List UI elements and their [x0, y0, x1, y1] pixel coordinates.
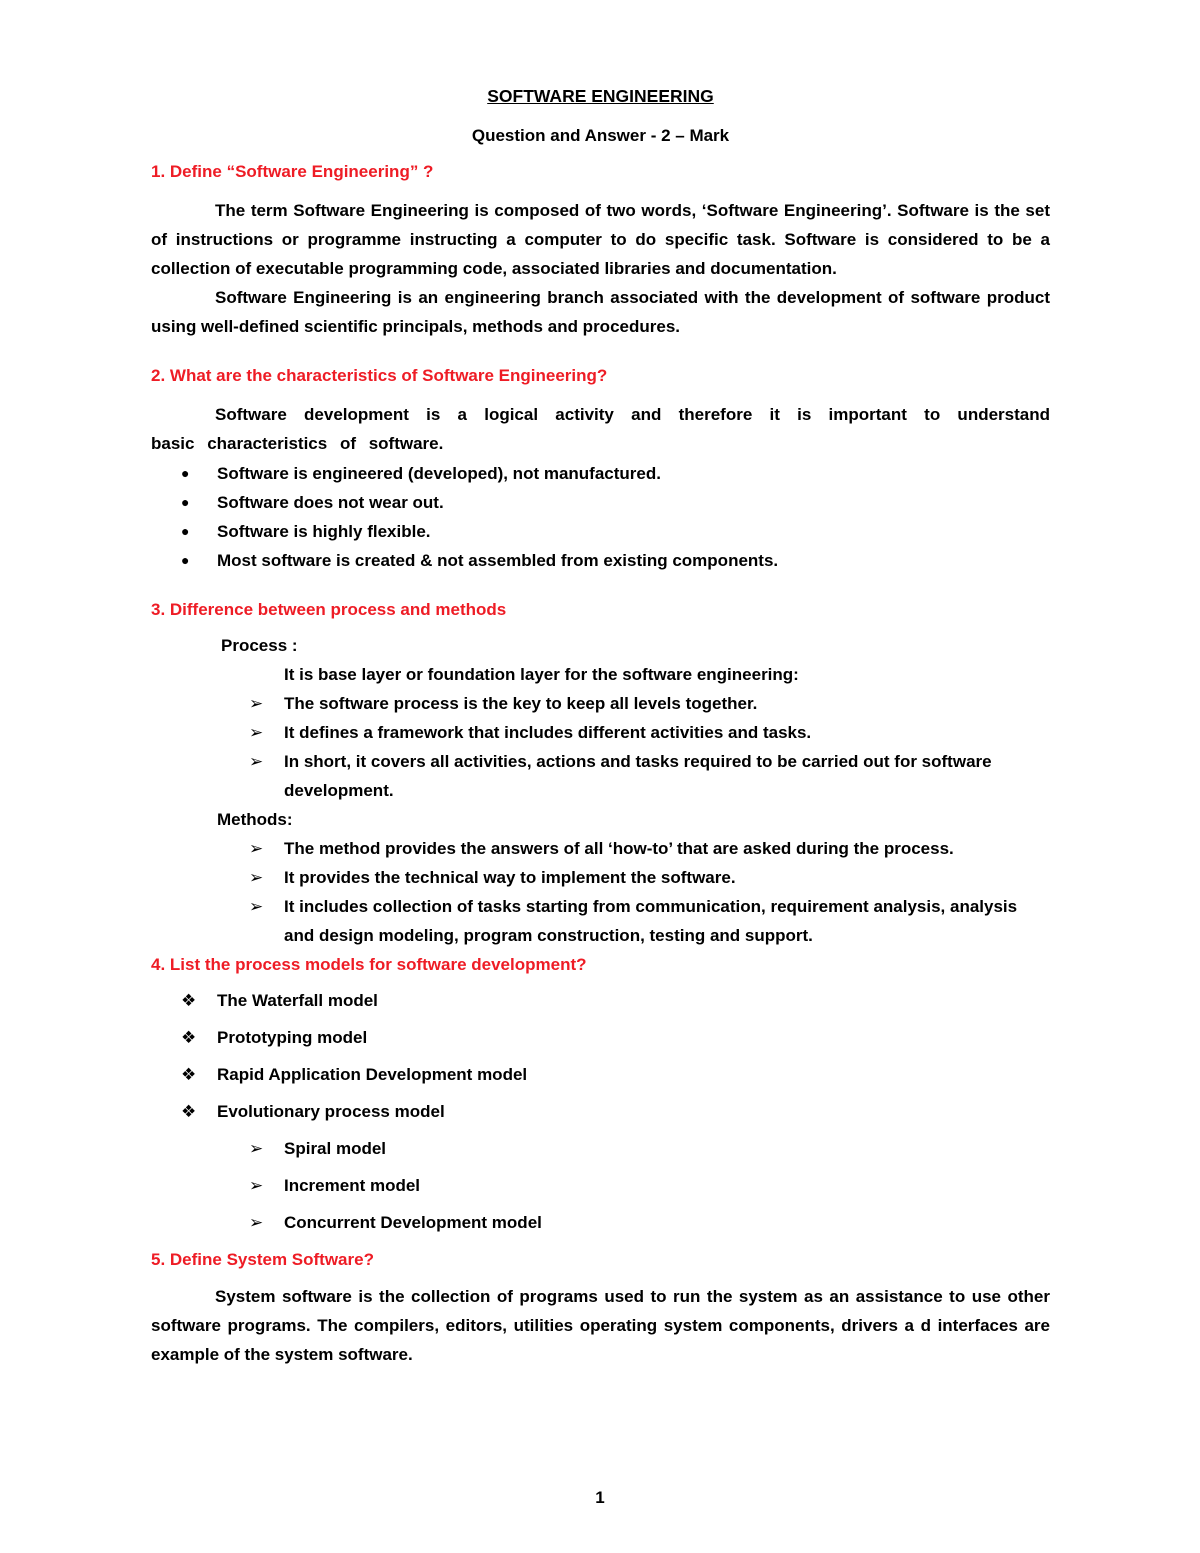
q3-heading: 3. Difference between process and methods	[151, 600, 507, 619]
arrow-icon: ➢	[249, 752, 264, 771]
arrow-icon: ➢	[249, 694, 264, 713]
diamond-icon: ❖	[181, 1065, 197, 1084]
list-item-text: Software does not wear out.	[217, 493, 444, 512]
list-item-text: In short, it covers all activities, actions and tasks required to be carried out for software development.	[284, 752, 992, 800]
q2-bullet-list	[151, 459, 1050, 575]
list-item	[151, 892, 1050, 950]
list-item	[151, 1023, 1050, 1052]
q5-paragraph: System software is the collection of programs used to run the system as an assistance to use other software programs. The compilers, editors, utilities operating system components, drivers a d interfaces are example of the system software.	[151, 1287, 1050, 1364]
arrow-icon: ➢	[249, 868, 264, 887]
bullet-icon: ●	[181, 465, 190, 481]
q1-paragraph-1: The term Software Engineering is composed of two words, ‘Software Engineering’. Software is the set of instructions or programme instructing a computer to do specific task. Software is considered to be a collection of executable programming code, associated libraries and documentation.	[151, 201, 1050, 278]
document-subtitle: Question and Answer - 2 – Mark	[471, 126, 730, 145]
q1-heading: 1. Define “Software Engineering” ?	[151, 162, 434, 181]
document-title: SOFTWARE ENGINEERING	[487, 86, 714, 106]
methods-label: Methods:	[217, 810, 293, 829]
list-item	[151, 689, 1050, 718]
list-item	[151, 834, 1050, 863]
list-item-text: Concurrent Development model	[284, 1213, 542, 1232]
arrow-icon: ➢	[249, 1139, 264, 1158]
list-item-text: It provides the technical way to implement the software.	[284, 868, 736, 887]
list-item-text: The software process is the key to keep all levels together.	[284, 694, 758, 713]
bullet-icon: ●	[181, 523, 190, 539]
list-item-text: Increment model	[284, 1176, 421, 1195]
page-content	[151, 82, 1050, 1369]
bullet-icon: ●	[181, 494, 190, 510]
list-item-text: Software is engineered (developed), not manufactured.	[217, 464, 661, 483]
list-item	[151, 488, 1050, 517]
process-models-list	[151, 986, 1050, 1126]
process-intro: It is base layer or foundation layer for the software engineering:	[284, 665, 799, 684]
list-item	[151, 546, 1050, 575]
list-item	[151, 1134, 1050, 1163]
diamond-icon: ❖	[181, 1102, 197, 1121]
q4-heading: 4. List the process models for software development?	[151, 955, 587, 974]
diamond-icon: ❖	[181, 1028, 197, 1047]
q2-paragraph: Software development is a logical activity and therefore it is important to understand basic characteristics of software.	[151, 405, 1050, 453]
list-item-text: Spiral model	[284, 1139, 387, 1158]
q1-paragraph-2: Software Engineering is an engineering branch associated with the development of software product using well-defined scientific principals, methods and procedures.	[151, 288, 1050, 336]
arrow-icon: ➢	[249, 1176, 264, 1195]
list-item-text: Software is highly flexible.	[217, 522, 431, 541]
arrow-icon: ➢	[249, 897, 264, 916]
methods-points-list	[151, 834, 1050, 950]
list-item-text: Evolutionary process model	[217, 1102, 445, 1121]
q5-heading: 5. Define System Software?	[151, 1250, 374, 1269]
arrow-icon: ➢	[249, 1213, 264, 1232]
list-item-text: It defines a framework that includes different activities and tasks.	[284, 723, 812, 742]
list-item	[151, 1097, 1050, 1126]
list-item-text: Rapid Application Development model	[217, 1065, 528, 1084]
bullet-icon: ●	[181, 552, 190, 568]
process-label: Process :	[221, 636, 298, 655]
evolutionary-submodels-list	[151, 1134, 1050, 1237]
list-item	[151, 1171, 1050, 1200]
list-item-text: The method provides the answers of all ‘how-to’ that are asked during the process.	[284, 839, 954, 858]
list-item-text: The Waterfall model	[217, 991, 378, 1010]
arrow-icon: ➢	[249, 839, 264, 858]
list-item	[151, 747, 1050, 805]
list-item	[151, 1208, 1050, 1237]
list-item-text: Prototyping model	[217, 1028, 368, 1047]
q2-heading: 2. What are the characteristics of Software Engineering?	[151, 366, 608, 385]
page-number: 1	[595, 1488, 605, 1507]
process-points-list	[151, 689, 1050, 805]
list-item	[151, 863, 1050, 892]
diamond-icon: ❖	[181, 991, 197, 1010]
list-item	[151, 459, 1050, 488]
list-item-text: Most software is created & not assembled from existing components.	[217, 551, 779, 570]
list-item	[151, 517, 1050, 546]
list-item	[151, 718, 1050, 747]
list-item-text: It includes collection of tasks starting from communication, requirement analysis, analysis and design modeling, program construction, testing and support.	[284, 897, 1018, 945]
list-item	[151, 986, 1050, 1015]
list-item	[151, 1060, 1050, 1089]
arrow-icon: ➢	[249, 723, 264, 742]
